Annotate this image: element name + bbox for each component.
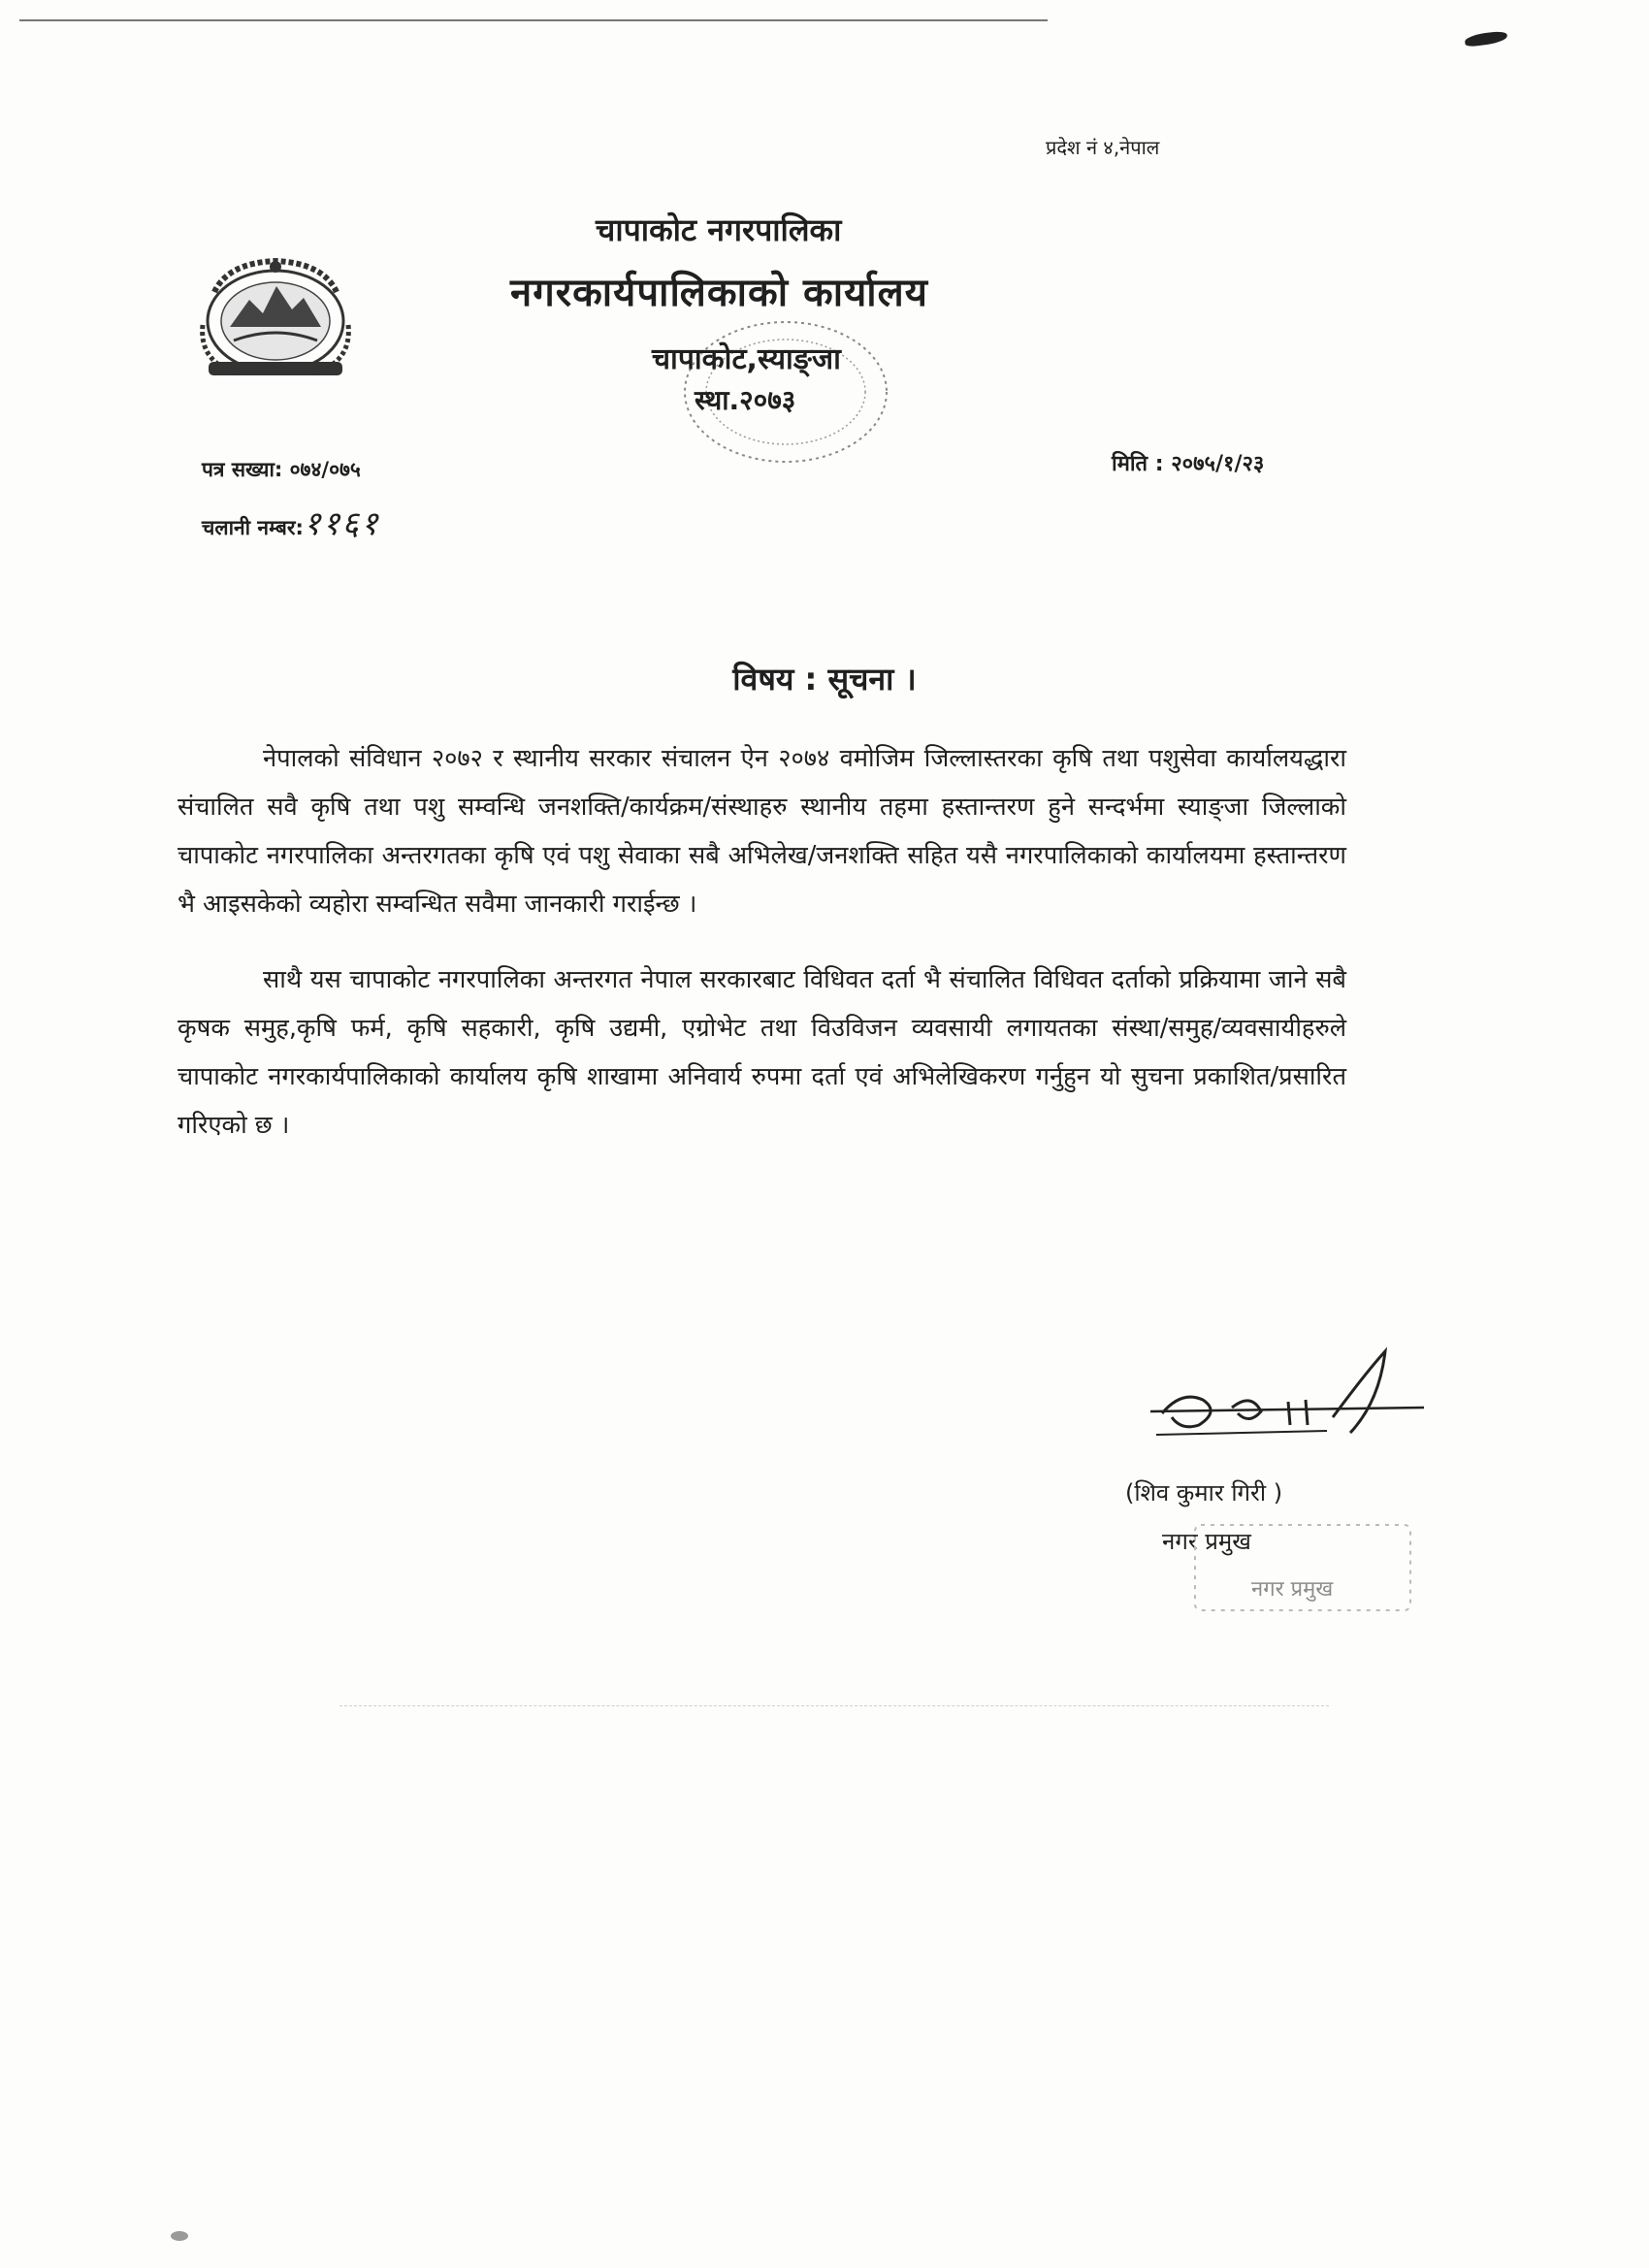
- faint-divider: [340, 1705, 1329, 1706]
- body-paragraph-2: साथै यस चापाकोट नगरपालिका अन्तरगत नेपाल सरकारबाट विधिवत दर्ता भै संचालित विधिवत दर्ताको प्रक्रियामा जाने सबै कृषक समुह,कृषि फर्म, कृषि सहकारी, कृषि उद्यमी, एग्रोभेट तथा विउविजन व्यवसायी लगायतका संस्था/समुह/व्यवसायीहरुले चापाकोट नगरकार्यपालिकाको कार्यालय कृषि शाखामा अनिवार्य रुपमा दर्ता एवं अभिलेखिकरण गर्नुहुन यो सुचना प्रकाशित/प्रसारित गरिएको छ ।: [178, 965, 1346, 1140]
- top-rule: [19, 19, 1048, 21]
- signatory-name: (शिव कुमार गिरी ): [1125, 1479, 1283, 1507]
- handwritten-signature: [1143, 1344, 1434, 1460]
- letter-number: पत्र सख्या: ०७४/०७५: [202, 458, 361, 481]
- province-label: प्रदेश नं ४,नेपाल: [1046, 136, 1160, 159]
- faint-stamp-text: नगर प्रमुख: [1251, 1577, 1334, 1602]
- ink-smudge: [1464, 30, 1507, 48]
- ink-smudge-bottom: [171, 2231, 188, 2241]
- body-paragraph-1: नेपालको संविधान २०७२ र स्थानीय सरकार संचालन ऐन २०७४ वमोजिम जिल्लास्तरका कृषि तथा पशुसेवा कार्यालयद्धारा संचालित सवै कृषि तथा पशु सम्वन्धि जनशक्ति/कार्यक्रम/संस्थाहरु स्थानीय तहमा हस्तान्तरण हुने सन्दर्भमा स्याङ्जा जिल्लाको चापाकोट नगरपालिका अन्तरगतका कृषि एवं पशु सेवाका सबै अभिलेख/जनशक्ति सहित यसै नगरपालिकाको कार्यालयमा हस्तान्तरण भै आइसकेको व्यहोरा सम्वन्धित सवैमा जानकारी गराईन्छ ।: [178, 744, 1346, 919]
- letter-body: [178, 734, 1346, 1177]
- letter-date: मिति : २०७५/१/२३: [1112, 452, 1265, 476]
- office-name: नगरकार्यपालिकाको कार्यालय: [510, 271, 928, 315]
- established-year: स्था.२०७३: [695, 384, 796, 416]
- signatory-title: नगर प्रमुख: [1162, 1528, 1251, 1555]
- subject-heading: विषय : सूचना ।: [732, 661, 917, 697]
- dispatch-number: [202, 500, 380, 544]
- dispatch-label: चलानी नम्बर:: [202, 516, 304, 539]
- office-address: चापाकोट,स्याङ्जा: [652, 342, 841, 376]
- municipality-name: चापाकोट नगरपालिका: [596, 211, 842, 248]
- dispatch-value: ११६१: [303, 504, 380, 543]
- nepal-emblem-icon: [179, 257, 372, 383]
